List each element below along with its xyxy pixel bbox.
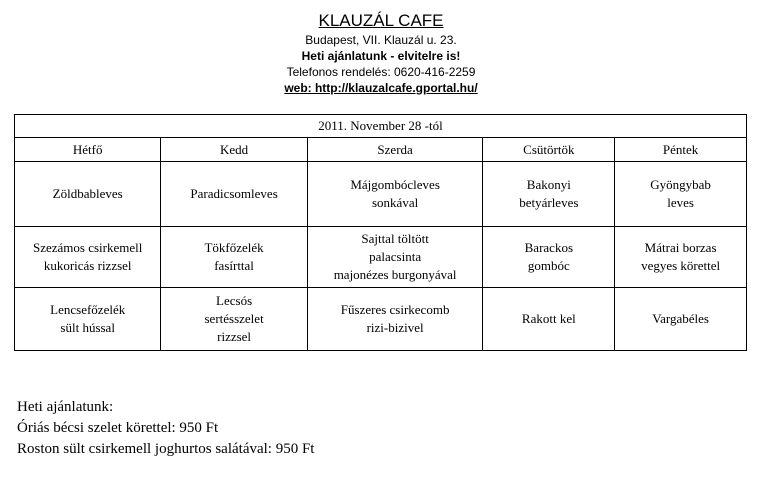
phone-order: Telefonos rendelés: 0620-416-2259	[286, 65, 476, 79]
dish-name: Zöldbableves	[52, 186, 123, 201]
menu-cell	[307, 227, 483, 288]
dish-name: Májgombócleves sonkával	[350, 177, 440, 210]
table-row	[15, 227, 747, 288]
menu-date: 2011. November 28 -tól	[15, 115, 747, 138]
dish-name: Rakott kel	[521, 311, 576, 326]
dish-name: Fűszeres csirkecomb rizi-bizivel	[340, 302, 450, 335]
dish-name: Sajttal töltött palacsinta majonézes burgonyával	[333, 231, 457, 282]
menu-cell	[483, 288, 615, 351]
cafe-title: KLAUZÁL CAFE	[318, 11, 444, 30]
day-wednesday: Szerda	[307, 138, 483, 162]
offer-item: Roston sült csirkemell joghurtos salátával: 950 Ft	[17, 441, 315, 457]
menu-cell	[307, 288, 483, 351]
day-thursday: Csütörtök	[483, 138, 615, 162]
menu-cell	[161, 288, 307, 351]
dish-name: Tökfőzelék fasírttal	[204, 240, 264, 273]
weekly-offers	[17, 397, 314, 460]
menu-cell	[615, 288, 747, 351]
dish-name: Barackos gombóc	[524, 240, 574, 273]
days-header-row	[15, 138, 747, 162]
day-monday: Hétfő	[15, 138, 161, 162]
date-row	[15, 115, 747, 138]
header	[0, 10, 762, 96]
dish-name: Lecsós sertésszelet rizzsel	[204, 293, 264, 344]
day-friday: Péntek	[615, 138, 747, 162]
day-tuesday: Kedd	[161, 138, 307, 162]
takeaway-note: Heti ajánlatunk - elvitelre is!	[301, 49, 461, 63]
website-link[interactable]: web: http://klauzalcafe.gportal.hu/	[284, 81, 478, 95]
menu-cell	[15, 162, 161, 227]
offer-item: Óriás bécsi szelet körettel: 950 Ft	[17, 420, 219, 436]
dish-name: Gyöngybab leves	[650, 177, 711, 210]
menu-cell	[483, 162, 615, 227]
table-row	[15, 288, 747, 351]
menu-cell	[307, 162, 483, 227]
menu-cell	[483, 227, 615, 288]
weekly-menu-table	[14, 114, 747, 351]
table-row	[15, 162, 747, 227]
menu-cell	[615, 227, 747, 288]
dish-name: Bakonyi betyárleves	[519, 177, 579, 210]
menu-cell	[615, 162, 747, 227]
address: Budapest, VII. Klauzál u. 23.	[305, 33, 457, 47]
menu-cell	[161, 227, 307, 288]
menu-cell	[15, 288, 161, 351]
dish-name: Mátrai borzas vegyes körettel	[641, 240, 721, 273]
dish-name: Paradicsomleves	[190, 186, 278, 201]
menu-cell	[15, 227, 161, 288]
dish-name: Lencsefőzelék sült hússal	[50, 302, 126, 335]
menu-cell	[161, 162, 307, 227]
dish-name: Szezámos csirkemell kukoricás rizzsel	[33, 240, 143, 273]
dish-name: Vargabéles	[652, 311, 709, 326]
offers-heading: Heti ajánlatunk:	[17, 399, 114, 415]
